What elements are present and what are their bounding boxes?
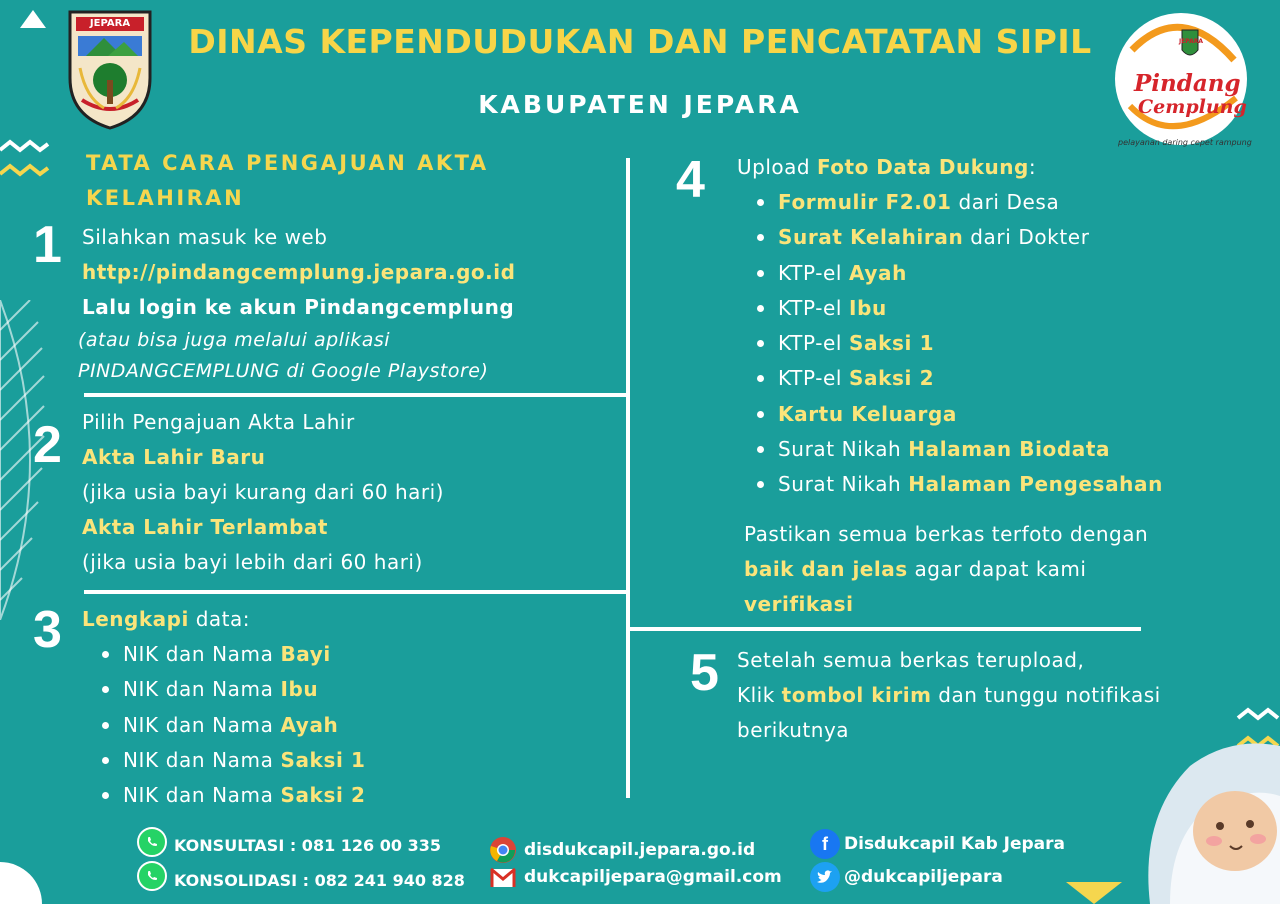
konsolidasi-contact[interactable]: KONSOLIDASI : 082 241 940 828: [174, 871, 465, 890]
pindang-logo-line1: Pindang: [1134, 70, 1241, 97]
step-3-lead: [82, 602, 365, 637]
facebook-icon: f: [810, 829, 840, 859]
decor-triangle-top-left: [18, 8, 48, 30]
pindang-cemplung-logo: [1112, 10, 1250, 148]
list-item: NIK dan Nama Saksi 2: [123, 778, 365, 813]
whatsapp-icon: [137, 861, 167, 891]
email-link[interactable]: dukcapiljepara@gmail.com: [524, 867, 782, 887]
twitter-link[interactable]: @dukcapiljepara: [844, 867, 1003, 887]
step-2: [82, 405, 444, 580]
list-item: Formulir F2.01 dari Desa: [778, 185, 1163, 220]
section-title: TATA CARA PENGAJUAN AKTA KELAHIRAN: [86, 151, 489, 210]
list-item: KTP-el Ibu: [778, 291, 1163, 326]
website-link[interactable]: disdukcapil.jepara.go.id: [524, 840, 756, 860]
step-2-line1: Pilih Pengajuan Akta Lahir: [82, 410, 355, 434]
whatsapp-icon: [137, 827, 167, 857]
list-item: NIK dan Nama Saksi 1: [123, 743, 365, 778]
step-4: [737, 150, 1163, 622]
list-item: Kartu Keluarga: [778, 397, 1163, 432]
decor-circle-bottom-left: [0, 858, 46, 904]
decor-triangle-bottom: [1066, 880, 1122, 904]
step-1-login-text: Lalu login ke akun Pindangcemplung: [82, 295, 515, 319]
step-2-option-terlambat-note: (jika usia bayi lebih dari 60 hari): [82, 550, 423, 574]
jepara-crest-logo: [64, 8, 156, 130]
step-4-lead: Upload Foto Data Dukung:: [737, 155, 1037, 179]
step-1-line1: Silahkan masuk ke web: [82, 225, 328, 249]
step-2-option-baru-note: (jika usia bayi kurang dari 60 hari): [82, 480, 444, 504]
step-2-option-baru: Akta Lahir Baru: [82, 445, 266, 469]
step-5-line3: berikutnya: [737, 718, 850, 742]
list-item: Surat Kelahiran dari Dokter: [778, 220, 1163, 255]
facebook-link[interactable]: Disdukcapil Kab Jepara: [844, 834, 1066, 854]
step-3-list: [123, 637, 365, 813]
page-subtitle: KABUPATEN JEPARA: [478, 90, 802, 119]
pindang-logo-top: JEPARA: [1178, 38, 1204, 45]
step-4-number: 4: [676, 151, 705, 209]
twitter-icon: [810, 862, 840, 892]
chrome-icon: [489, 836, 517, 864]
step-3-lead-highlight: Lengkapi: [82, 607, 189, 631]
step-2-number: 2: [33, 416, 62, 474]
step-4-list: [778, 185, 1163, 503]
list-item: KTP-el Ayah: [778, 256, 1163, 291]
list-item: NIK dan Nama Ayah: [123, 708, 365, 743]
pindang-logo-tagline: pelayanan daring cepet rampung: [1118, 138, 1252, 147]
step-4-note: Pastikan semua berkas terfoto dengan baik dan jelas agar dapat kami verifikasi: [744, 521, 1149, 616]
step-1-note1: (atau bisa juga melalui aplikasi: [78, 329, 391, 351]
baby-illustration: [1130, 726, 1280, 904]
step-5-line1: Setelah semua berkas terupload,: [737, 648, 1085, 672]
step-5-line2: Klik tombol kirim dan tunggu notifikasi: [737, 683, 1161, 707]
divider-step2-step3: [84, 590, 626, 594]
step-1-number: 1: [33, 216, 62, 274]
list-item: KTP-el Saksi 2: [778, 361, 1163, 396]
step-3-number: 3: [33, 601, 62, 659]
step-3: [82, 602, 365, 813]
step-3-lead-rest: data:: [188, 607, 250, 631]
gmail-icon: [490, 867, 516, 889]
step-5-number: 5: [690, 644, 719, 702]
divider-step1-step2: [84, 393, 626, 397]
konsultasi-contact[interactable]: KONSULTASI : 081 126 00 335: [174, 836, 441, 855]
step-5: [737, 643, 1161, 748]
list-item: Surat Nikah Halaman Biodata: [778, 432, 1163, 467]
list-item: KTP-el Saksi 1: [778, 326, 1163, 361]
step-1: [78, 220, 516, 387]
step-1-url-link[interactable]: http://pindangcemplung.jepara.go.id: [82, 260, 516, 284]
divider-step4-step5: [626, 627, 1141, 631]
list-item: NIK dan Nama Ibu: [123, 672, 365, 707]
step-2-option-terlambat: Akta Lahir Terlambat: [82, 515, 328, 539]
pindang-logo-line2: Cemplung: [1138, 96, 1247, 118]
decor-zigzag-left: [0, 138, 50, 183]
page-title: DINAS KEPENDUDUKAN DAN PENCATATAN SIPIL: [188, 22, 1092, 61]
step-1-note2: PINDANGCEMPLUNG di Google Playstore): [78, 360, 489, 382]
jepara-crest-label: JEPARA: [89, 18, 131, 29]
vertical-divider: [626, 158, 630, 798]
list-item: Surat Nikah Halaman Pengesahan: [778, 467, 1163, 502]
list-item: NIK dan Nama Bayi: [123, 637, 365, 672]
